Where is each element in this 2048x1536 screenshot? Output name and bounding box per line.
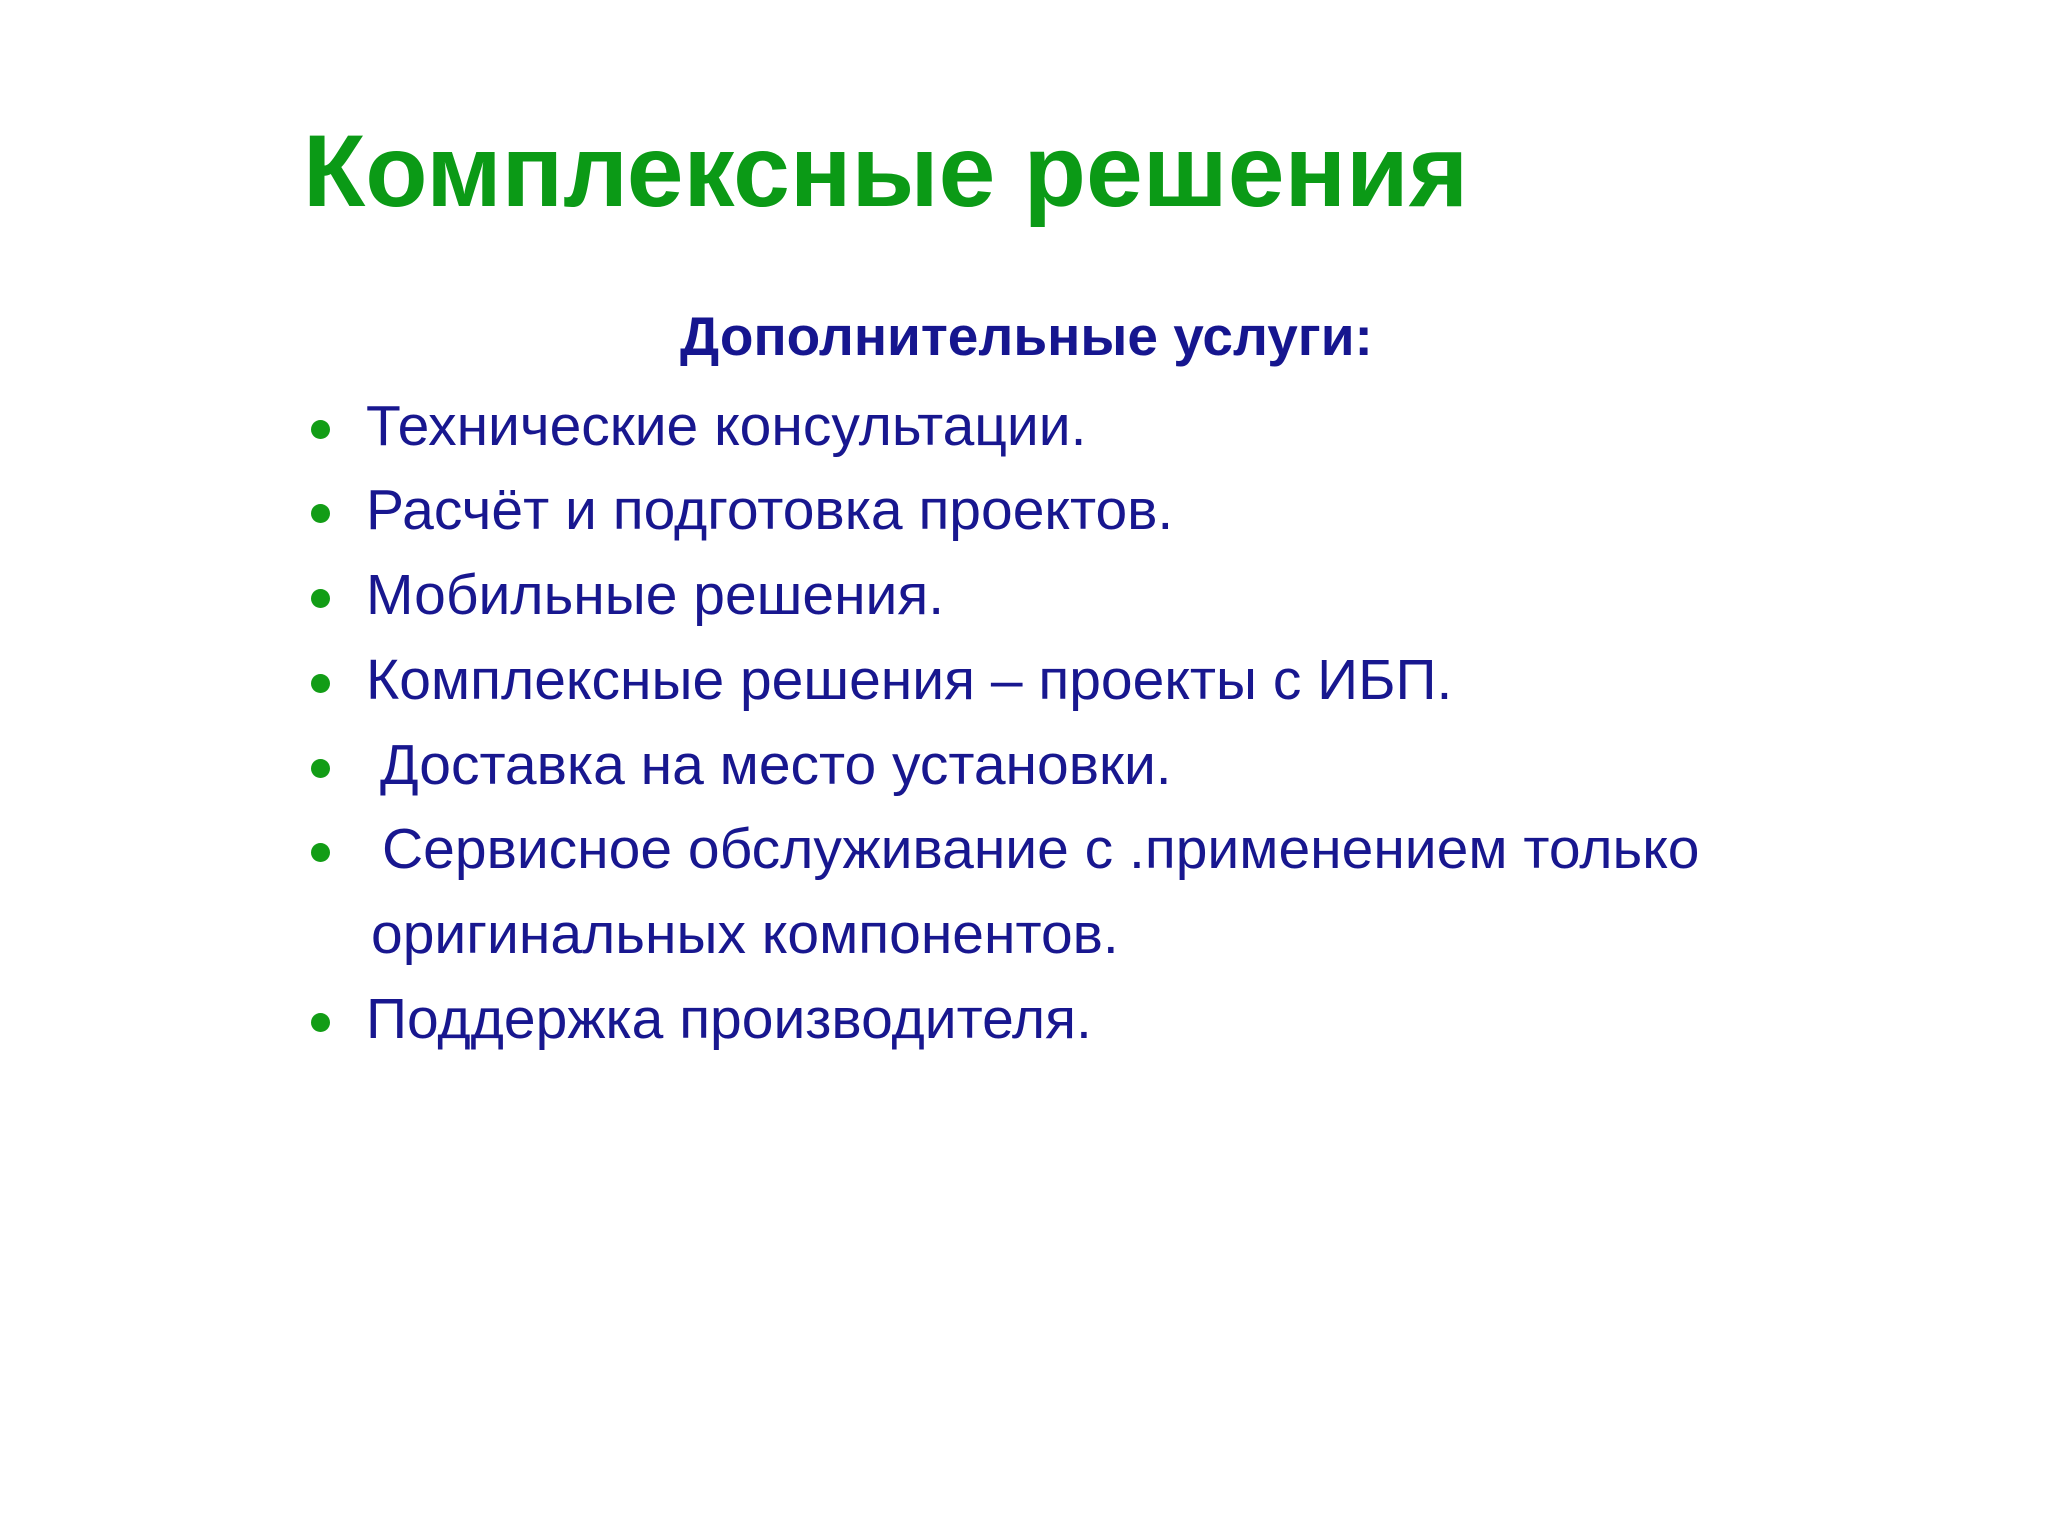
list-item	[0, 725, 2048, 805]
bullet-icon	[311, 1013, 330, 1032]
list-item	[0, 809, 2048, 889]
list-item-text: Доставка на место установки.	[380, 733, 1172, 797]
list-item-text: Мобильные решения.	[366, 563, 945, 627]
bullet-icon	[311, 504, 330, 523]
list-item	[0, 640, 2048, 720]
list-item	[0, 386, 2048, 466]
list-item-text: Поддержка производителя.	[366, 987, 1092, 1051]
list-item-text: Сервисное обслуживание с .применением только	[382, 817, 1700, 881]
bullet-icon	[311, 420, 330, 439]
slide-title: Комплексные решения	[303, 114, 1469, 228]
bullet-icon	[311, 589, 330, 608]
list-item	[0, 555, 2048, 635]
list-item-text: Комплексные решения – проекты с ИБП.	[366, 648, 1453, 712]
list-item-text: Расчёт и подготовка проектов.	[366, 478, 1174, 542]
list-item-text: Технические консультации.	[366, 394, 1087, 458]
bullet-icon	[311, 674, 330, 693]
services-heading: Дополнительные услуги:	[680, 305, 1373, 367]
list-item	[0, 470, 2048, 550]
bullet-icon	[311, 843, 330, 862]
list-item-continuation: оригинальных компонентов.	[371, 902, 1119, 966]
list-item	[0, 979, 2048, 1059]
bullet-icon	[311, 759, 330, 778]
